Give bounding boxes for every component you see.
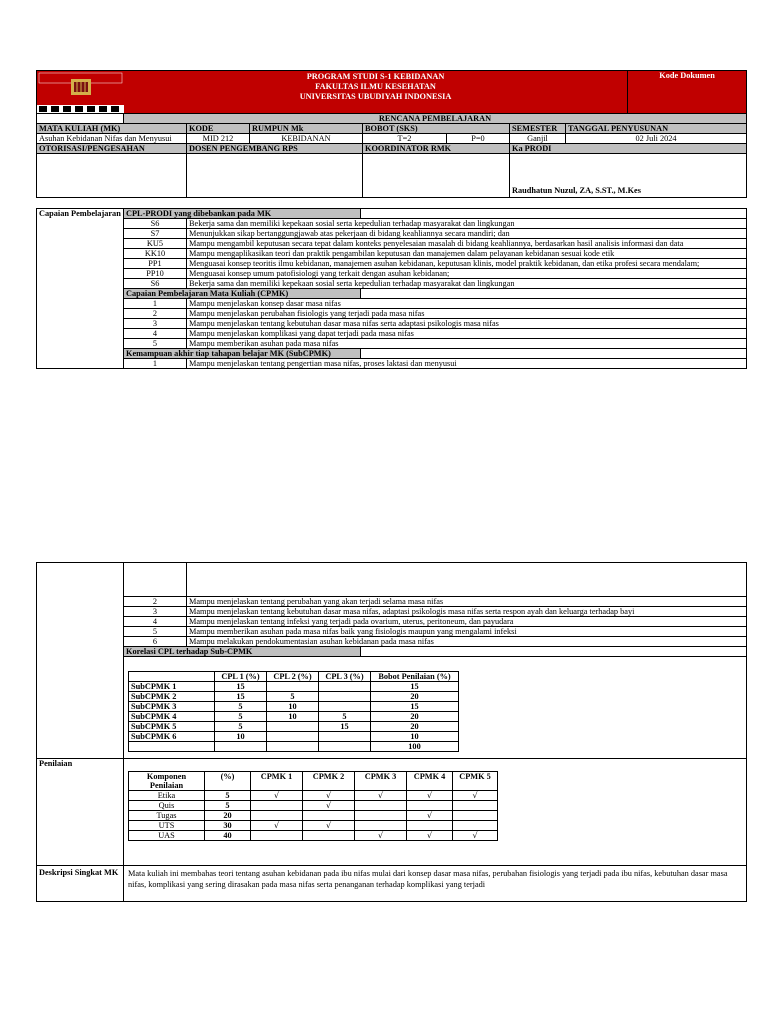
header-line-2: FAKULTAS ILMU KESEHATAN xyxy=(315,82,436,91)
label-capaian: Capaian Pembelajaran xyxy=(37,209,124,369)
penilaian-component: UTS xyxy=(129,821,205,831)
korelasi-value xyxy=(215,742,267,752)
label-otorisasi: OTORISASI/PENGESAHAN xyxy=(37,144,187,154)
empty-mark xyxy=(303,811,355,821)
value-semester: Ganjil xyxy=(510,134,566,144)
deskripsi-text: Mata kuliah ini membahas teori tentang asuhan kebidanan pada ibu nifas mulai dari konsep dasar masa nifas, perubahan fisiologis yang terjadi pada ibu nifas, kebutuhan dasar masa nifas, komplikasi yang sering dirasakan pada masa nifas serta penanganan terhadap komplikasi yang terjadi xyxy=(124,866,747,902)
korelasi-row-label: SubCPMK 2 xyxy=(129,692,215,702)
check-mark-icon: √ xyxy=(407,831,453,841)
cpl-row xyxy=(37,279,747,289)
penilaian-row xyxy=(129,801,498,811)
cpl-code: PP10 xyxy=(124,269,187,279)
subcpmk-code: 1 xyxy=(124,359,187,369)
korelasi-value xyxy=(267,732,319,742)
penilaian-component: UAS xyxy=(129,831,205,841)
kode-dokumen: Kode Dokumen xyxy=(628,71,747,114)
subcpmk-text: Mampu menjelaskan tentang infeksi yang terjadi pada ovarium, uterus, peritoneum, dan payudara xyxy=(187,617,747,627)
check-mark-icon: √ xyxy=(407,811,453,821)
penilaian-header-row xyxy=(129,772,498,791)
korelasi-value: 5 xyxy=(319,712,371,722)
penilaian-percent: 30 xyxy=(205,821,251,831)
cpl-text: Menunjukkan sikap bertanggungjawab atas pekerjaan di bidang keahliannya secara mandiri; dan xyxy=(187,229,747,239)
cpl-code: KK10 xyxy=(124,249,187,259)
value-kode: MID 212 xyxy=(187,134,250,144)
penilaian-table xyxy=(128,771,498,841)
check-mark-icon: √ xyxy=(303,791,355,801)
cpl-code: S7 xyxy=(124,229,187,239)
check-mark-icon: √ xyxy=(303,801,355,811)
subcpmk-code: 6 xyxy=(124,637,187,647)
korelasi-cell xyxy=(124,657,747,759)
cpmk-row xyxy=(37,329,747,339)
cpl-text: Mampu mengambil keputusan secara tepat dalam konteks penyelesaian masalah di bidang keahliannya, berdasarkan hasil analisis informasi dan data xyxy=(187,239,747,249)
penilaian-header: CPMK 3 xyxy=(355,772,407,791)
cpmk-code: 4 xyxy=(124,329,187,339)
korelasi-value: 10 xyxy=(267,712,319,722)
label-bobot: BOBOT (SKS) xyxy=(363,124,510,134)
check-mark-icon: √ xyxy=(407,791,453,801)
empty-mark xyxy=(453,801,498,811)
cpl-code: S6 xyxy=(124,219,187,229)
korelasi-header: CPL 1 (%) xyxy=(215,672,267,682)
korelasi-value: 20 xyxy=(371,692,459,702)
korelasi-value: 15 xyxy=(215,682,267,692)
korelasi-value: 5 xyxy=(215,712,267,722)
value-bobot-p: P=0 xyxy=(447,134,510,144)
cpl-row xyxy=(37,229,747,239)
label-mata-kuliah: MATA KULIAH (MK) xyxy=(37,124,187,134)
korelasi-value: 5 xyxy=(215,702,267,712)
rps-table-page-2 xyxy=(36,562,747,902)
penilaian-row xyxy=(129,821,498,831)
check-mark-icon: √ xyxy=(355,791,407,801)
korelasi-value xyxy=(319,682,371,692)
korelasi-header: CPL 3 (%) xyxy=(319,672,371,682)
cpl-row xyxy=(37,259,747,269)
subcpmk-title: Kemampuan akhir tiap tahapan belajar MK (SubCPMK) xyxy=(124,349,361,359)
label-tanggal: TANGGAL PENYUSUNAN xyxy=(566,124,747,134)
korelasi-value: 5 xyxy=(267,692,319,702)
korelasi-row-label: SubCPMK 1 xyxy=(129,682,215,692)
cpmk-text: Mampu menjelaskan konsep dasar masa nifas xyxy=(187,299,747,309)
empty-mark xyxy=(355,811,407,821)
korelasi-table xyxy=(128,671,459,752)
empty-mark xyxy=(251,801,303,811)
cpl-row xyxy=(37,239,747,249)
cpmk-row xyxy=(37,309,747,319)
empty-mark xyxy=(355,821,407,831)
empty-mark xyxy=(251,831,303,841)
cpl-text: Bekerja sama dan memiliki kepekaan sosial serta kepedulian terhadap masyarakat dan lingkungan xyxy=(187,279,747,289)
signature-dosen xyxy=(187,154,363,198)
cpl-text: Menguasai konsep teoritis ilmu kebidanan, manajemen asuhan kebidanan, keputusan klinis, model praktik kebidanan, dan etika profesi secara mendalam; xyxy=(187,259,747,269)
penilaian-component: Quis xyxy=(129,801,205,811)
korelasi-row xyxy=(129,722,459,732)
cpmk-text: Mampu memberikan asuhan pada masa nifas xyxy=(187,339,747,349)
logo-cell xyxy=(37,71,124,114)
penilaian-component: Tugas xyxy=(129,811,205,821)
label-deskripsi: Deskripsi Singkat MK xyxy=(37,866,124,902)
korelasi-title: Korelasi CPL terhadap Sub-CPMK xyxy=(124,647,361,657)
penilaian-header: CPMK 4 xyxy=(407,772,453,791)
korelasi-value xyxy=(319,732,371,742)
korelasi-row-label: SubCPMK 6 xyxy=(129,732,215,742)
cpl-text: Mampu mengaplikasikan teori dan praktik pengambilan keputusan dan manajemen dalam pelayanan kebidanan sesuai kode etik xyxy=(187,249,747,259)
korelasi-value: 100 xyxy=(371,742,459,752)
cpl-text: Menguasai konsep umum patofisiologi yang terkait dengan asuhan kebidanan; xyxy=(187,269,747,279)
penilaian-header: CPMK 5 xyxy=(453,772,498,791)
check-mark-icon: √ xyxy=(453,831,498,841)
cpmk-row xyxy=(37,299,747,309)
korelasi-value: 20 xyxy=(371,722,459,732)
empty-mark xyxy=(303,831,355,841)
penilaian-component: Etika xyxy=(129,791,205,801)
subcpmk-code: 5 xyxy=(124,627,187,637)
korelasi-value: 10 xyxy=(267,702,319,712)
penilaian-row xyxy=(129,811,498,821)
korelasi-row-label xyxy=(129,742,215,752)
korelasi-value: 5 xyxy=(215,722,267,732)
cpmk-code: 3 xyxy=(124,319,187,329)
penilaian-header: (%) xyxy=(205,772,251,791)
empty-mark xyxy=(453,811,498,821)
label-semester: SEMESTER xyxy=(510,124,566,134)
check-mark-icon: √ xyxy=(453,791,498,801)
empty-mark xyxy=(453,821,498,831)
cpl-text: Bekerja sama dan memiliki kepekaan sosial serta kepedulian terhadap masyarakat dan lingkungan xyxy=(187,219,747,229)
value-rumpun: KEBIDANAN xyxy=(250,134,363,144)
penilaian-header: CPMK 1 xyxy=(251,772,303,791)
subcpmk-code: 2 xyxy=(124,597,187,607)
korelasi-row xyxy=(129,732,459,742)
header-line-3: UNIVERSITAS UBUDIYAH INDONESIA xyxy=(299,92,452,101)
penilaian-percent: 20 xyxy=(205,811,251,821)
subcpmk-row xyxy=(37,607,747,617)
cpl-row xyxy=(37,219,747,229)
cpl-code: S6 xyxy=(124,279,187,289)
check-mark-icon: √ xyxy=(251,821,303,831)
cpmk-row xyxy=(37,319,747,329)
empty-mark xyxy=(251,811,303,821)
korelasi-row xyxy=(129,702,459,712)
korelasi-value xyxy=(319,692,371,702)
korelasi-row xyxy=(129,682,459,692)
label-dosen: DOSEN PENGEMBANG RPS xyxy=(187,144,363,154)
korelasi-value: 10 xyxy=(215,732,267,742)
korelasi-header-row xyxy=(129,672,459,682)
cpl-code: PP1 xyxy=(124,259,187,269)
korelasi-value: 20 xyxy=(371,712,459,722)
korelasi-header xyxy=(129,672,215,682)
korelasi-value: 15 xyxy=(371,702,459,712)
header-line-1: PROGRAM STUDI S-1 KEBIDANAN xyxy=(306,72,445,81)
subcpmk-row xyxy=(37,637,747,647)
korelasi-row xyxy=(129,692,459,702)
label-koordinator: KOORDINATOR RMK xyxy=(363,144,510,154)
label-kode: KODE xyxy=(187,124,250,134)
cpl-title: CPL-PRODI yang dibebankan pada MK xyxy=(124,209,361,219)
value-bobot-t: T=2 xyxy=(363,134,447,144)
cpmk-code: 5 xyxy=(124,339,187,349)
empty-mark xyxy=(407,801,453,811)
korelasi-row xyxy=(129,742,459,752)
cpmk-row xyxy=(37,339,747,349)
penilaian-percent: 5 xyxy=(205,801,251,811)
label-rumpun: RUMPUN Mk xyxy=(250,124,363,134)
cpl-code: KU5 xyxy=(124,239,187,249)
capaian-table-page-1 xyxy=(36,208,747,369)
rps-table-page-1 xyxy=(36,70,747,198)
cpmk-code: 1 xyxy=(124,299,187,309)
university-logo xyxy=(37,71,124,113)
korelasi-value xyxy=(319,702,371,712)
korelasi-value xyxy=(319,742,371,752)
label-kaprodi: Ka PRODI xyxy=(510,144,747,154)
cpmk-title: Capaian Pembelajaran Mata Kuliah (CPMK) xyxy=(124,289,361,299)
empty-mark xyxy=(407,821,453,831)
rps-title: RENCANA PEMBELAJARAN xyxy=(124,114,747,124)
penilaian-header: Komponen Penilaian xyxy=(129,772,205,791)
subcpmk-text: Mampu menjelaskan tentang pengertian masa nifas, proses laktasi dan menyusui xyxy=(187,359,747,369)
korelasi-row-label: SubCPMK 5 xyxy=(129,722,215,732)
penilaian-row xyxy=(129,791,498,801)
kaprodi-name xyxy=(510,154,747,198)
subcpmk-row xyxy=(37,627,747,637)
signature-koordinator xyxy=(363,154,510,198)
empty-mark xyxy=(355,801,407,811)
value-mata-kuliah: Asuhan Kebidanan Nifas dan Menyusui xyxy=(37,134,187,144)
cpl-row xyxy=(37,269,747,279)
penilaian-percent: 5 xyxy=(205,791,251,801)
check-mark-icon: √ xyxy=(355,831,407,841)
korelasi-header: Bobot Penilaian (%) xyxy=(371,672,459,682)
subcpmk-text: Mampu menjelaskan tentang kebutuhan dasar masa nifas, adaptasi psikologis masa nifas serta respon ayah dan keluarga terhadap bayi xyxy=(187,607,747,617)
subcpmk-text: Mampu memberikan asuhan pada masa nifas baik yang fisiologis maupun yang mengalami infeksi xyxy=(187,627,747,637)
korelasi-value: 15 xyxy=(371,682,459,692)
korelasi-value: 15 xyxy=(215,692,267,702)
cpmk-text: Mampu menjelaskan perubahan fisiologis yang terjadi pada masa nifas xyxy=(187,309,747,319)
korelasi-value xyxy=(267,682,319,692)
subcpmk-text: Mampu menjelaskan tentang perubahan yang akan terjadi selama masa nifas xyxy=(187,597,747,607)
korelasi-value: 15 xyxy=(319,722,371,732)
korelasi-row-label: SubCPMK 4 xyxy=(129,712,215,722)
label-penilaian: Penilaian xyxy=(37,759,124,866)
korelasi-row xyxy=(129,712,459,722)
value-tanggal: 02 Juli 2024 xyxy=(566,134,747,144)
penilaian-cell xyxy=(124,759,747,866)
subcpmk-row xyxy=(37,597,747,607)
subcpmk-code: 4 xyxy=(124,617,187,627)
kaprodi-name-text: Raudhatun Nuzul, ZA, S.ST., M.Kes xyxy=(512,186,641,195)
korelasi-value: 10 xyxy=(371,732,459,742)
korelasi-row-label: SubCPMK 3 xyxy=(129,702,215,712)
cpmk-text: Mampu menjelaskan tentang kebutuhan dasar masa nifas serta adaptasi psikologis masa nifas xyxy=(187,319,747,329)
cpl-row xyxy=(37,249,747,259)
penilaian-percent: 40 xyxy=(205,831,251,841)
check-mark-icon: √ xyxy=(251,791,303,801)
check-mark-icon: √ xyxy=(303,821,355,831)
penilaian-header: CPMK 2 xyxy=(303,772,355,791)
penilaian-row xyxy=(129,831,498,841)
korelasi-header: CPL 2 (%) xyxy=(267,672,319,682)
subcpmk-row xyxy=(37,359,747,369)
korelasi-value xyxy=(267,742,319,752)
subcpmk-row xyxy=(37,617,747,627)
cpmk-code: 2 xyxy=(124,309,187,319)
cpmk-text: Mampu menjelaskan komplikasi yang dapat terjadi pada masa nifas xyxy=(187,329,747,339)
korelasi-value xyxy=(267,722,319,732)
header-title xyxy=(124,71,628,114)
subcpmk-code: 3 xyxy=(124,607,187,617)
subcpmk-text: Mampu melakukan pendokumentasian asuhan kebidanan pada masa nifas xyxy=(187,637,747,647)
